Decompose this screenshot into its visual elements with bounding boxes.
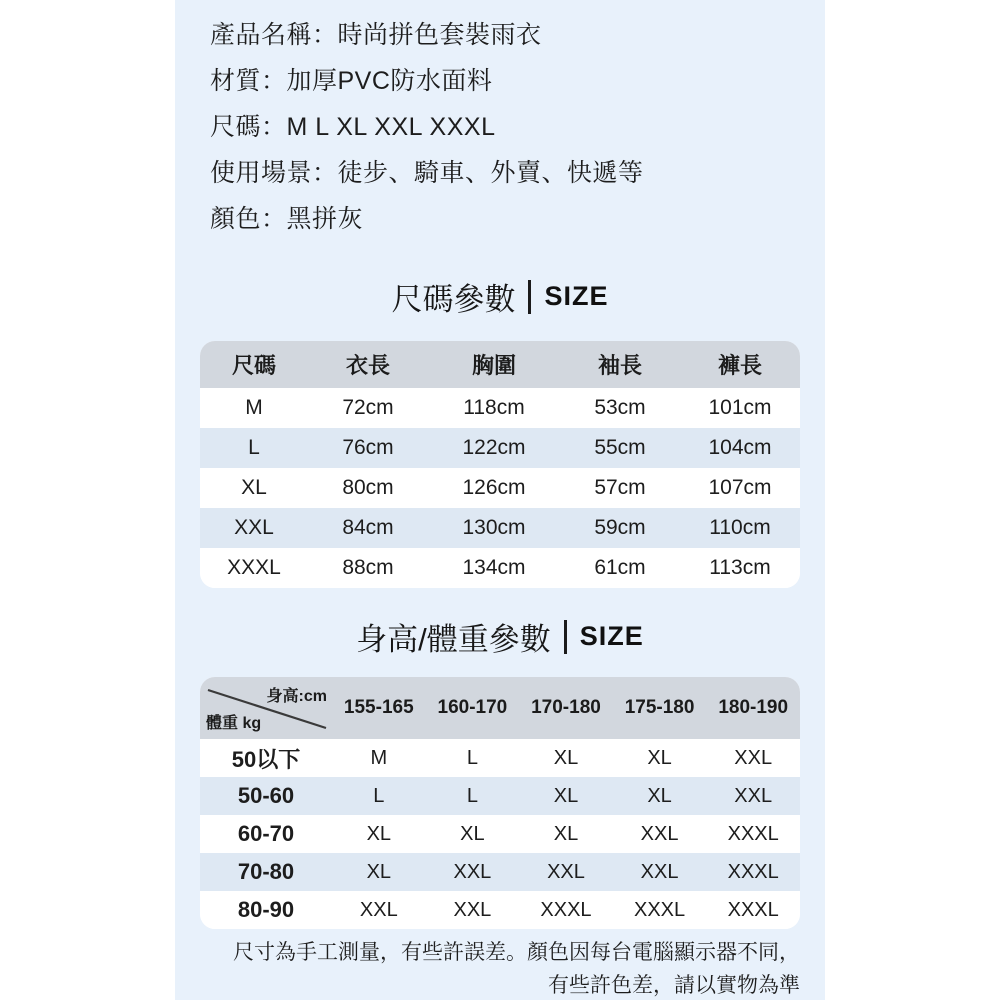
color-line: 顏色：黑拼灰 xyxy=(210,205,364,233)
height-axis-label: 身高:cm xyxy=(266,688,327,705)
size-value-cell: 130cm xyxy=(428,508,560,548)
hw-table-row xyxy=(200,891,800,929)
hw-table-row xyxy=(200,853,800,891)
title-divider xyxy=(528,280,531,314)
recommended-size-cell: L xyxy=(332,777,426,815)
size-value-cell: 126cm xyxy=(428,468,560,508)
recommended-size-cell: XXL xyxy=(426,853,520,891)
height-range-header-cell: 180-190 xyxy=(706,677,800,739)
size-value-cell: 76cm xyxy=(308,428,428,468)
product-name-line: 產品名稱：時尚拼色套裝雨衣 xyxy=(210,21,542,49)
height-range-header-cell: 160-170 xyxy=(426,677,520,739)
size-title-zh: 尺碼參數 xyxy=(391,282,516,317)
footnote xyxy=(200,936,800,1000)
recommended-size-cell: L xyxy=(426,739,520,777)
size-table-row xyxy=(200,508,800,548)
height-range-header-cell: 155-165 xyxy=(332,677,426,739)
size-table-row xyxy=(200,388,800,428)
recommended-size-cell: XL xyxy=(519,815,613,853)
weight-range-label-cell: 70-80 xyxy=(200,853,332,891)
footnote-line: 有些許色差，請以實物為準 xyxy=(548,974,800,997)
recommended-size-cell: XL xyxy=(332,853,426,891)
recommended-size-cell: XXL xyxy=(426,891,520,929)
size-table-row xyxy=(200,468,800,508)
size-value-cell: 80cm xyxy=(308,468,428,508)
size-label-cell: M xyxy=(200,388,308,428)
size-table-header-cell: 袖長 xyxy=(560,341,680,388)
size-value-cell: 88cm xyxy=(308,548,428,588)
size-section-title xyxy=(175,274,825,319)
size-table-header-cell: 褲長 xyxy=(680,341,800,388)
size-value-cell: 53cm xyxy=(560,388,680,428)
hw-table-row xyxy=(200,815,800,853)
size-table-body xyxy=(200,388,800,588)
recommended-size-cell: L xyxy=(426,777,520,815)
recommended-size-cell: XXL xyxy=(706,739,800,777)
product-info xyxy=(210,12,644,242)
size-value-cell: 57cm xyxy=(560,468,680,508)
size-value-cell: 101cm xyxy=(680,388,800,428)
recommended-size-cell: XL xyxy=(332,815,426,853)
recommended-size-cell: XXXL xyxy=(613,891,707,929)
hw-table-header-row xyxy=(200,677,800,739)
size-value-cell: 59cm xyxy=(560,508,680,548)
size-value-cell: 118cm xyxy=(428,388,560,428)
size-title-en: SIZE xyxy=(544,281,609,311)
height-range-header-cell: 170-180 xyxy=(519,677,613,739)
recommended-size-cell: XXXL xyxy=(706,891,800,929)
recommended-size-cell: XXL xyxy=(332,891,426,929)
recommended-size-cell: XXXL xyxy=(519,891,613,929)
corner-cell xyxy=(200,677,332,739)
hw-table-row xyxy=(200,777,800,815)
size-value-cell: 134cm xyxy=(428,548,560,588)
recommended-size-cell: XL xyxy=(613,777,707,815)
weight-axis-label: 體重 kg xyxy=(206,715,262,732)
size-value-cell: 110cm xyxy=(680,508,800,548)
recommended-size-cell: XXL xyxy=(706,777,800,815)
weight-range-label-cell: 50以下 xyxy=(200,739,332,777)
size-table-header-cell: 胸圍 xyxy=(428,341,560,388)
height-weight-table xyxy=(200,677,800,929)
size-value-cell: 113cm xyxy=(680,548,800,588)
size-value-cell: 61cm xyxy=(560,548,680,588)
hw-table-row xyxy=(200,739,800,777)
hw-table-body xyxy=(200,739,800,929)
size-label-cell: L xyxy=(200,428,308,468)
recommended-size-cell: XL xyxy=(519,739,613,777)
size-value-cell: 84cm xyxy=(308,508,428,548)
height-weight-section-title xyxy=(175,614,825,659)
size-table-header-cell: 尺碼 xyxy=(200,341,308,388)
size-value-cell: 104cm xyxy=(680,428,800,468)
product-detail-panel xyxy=(175,0,825,1000)
size-label-cell: XL xyxy=(200,468,308,508)
use-scenario-line: 使用場景：徒步、騎車、外賣、快遞等 xyxy=(210,159,644,187)
recommended-size-cell: M xyxy=(332,739,426,777)
hw-title-en: SIZE xyxy=(579,621,644,651)
size-table-row xyxy=(200,428,800,468)
title-divider xyxy=(564,620,567,654)
recommended-size-cell: XL xyxy=(613,739,707,777)
recommended-size-cell: XXL xyxy=(519,853,613,891)
size-table-header-cell: 衣長 xyxy=(308,341,428,388)
size-table xyxy=(200,341,800,588)
hw-title-zh: 身高/體重參數 xyxy=(356,622,551,657)
size-table-header-row xyxy=(200,341,800,388)
recommended-size-cell: XXL xyxy=(613,853,707,891)
material-line: 材質：加厚PVC防水面料 xyxy=(210,67,493,95)
weight-range-label-cell: 80-90 xyxy=(200,891,332,929)
size-table-card xyxy=(200,341,800,588)
height-range-header-cell: 175-180 xyxy=(613,677,707,739)
recommended-size-cell: XXXL xyxy=(706,815,800,853)
weight-range-label-cell: 50-60 xyxy=(200,777,332,815)
size-table-row xyxy=(200,548,800,588)
size-value-cell: 55cm xyxy=(560,428,680,468)
footnote-line: 尺寸為手工測量，有些許誤差。顏色因每台電腦顯示器不同， xyxy=(233,941,800,964)
recommended-size-cell: XL xyxy=(519,777,613,815)
height-weight-table-card xyxy=(200,677,800,929)
size-value-cell: 122cm xyxy=(428,428,560,468)
recommended-size-cell: XXL xyxy=(613,815,707,853)
size-label-cell: XXXL xyxy=(200,548,308,588)
recommended-size-cell: XL xyxy=(426,815,520,853)
size-label-cell: XXL xyxy=(200,508,308,548)
sizes-line: 尺碼：M L XL XXL XXXL xyxy=(210,113,496,141)
weight-range-label-cell: 60-70 xyxy=(200,815,332,853)
size-value-cell: 72cm xyxy=(308,388,428,428)
size-value-cell: 107cm xyxy=(680,468,800,508)
recommended-size-cell: XXXL xyxy=(706,853,800,891)
